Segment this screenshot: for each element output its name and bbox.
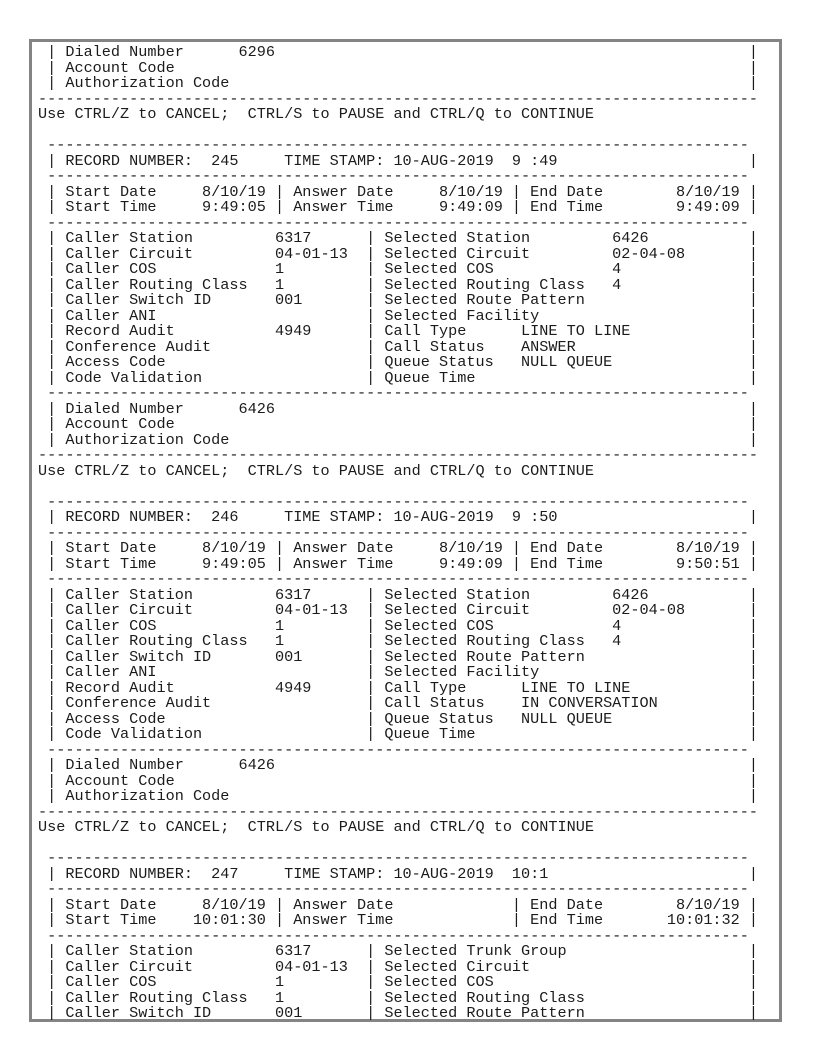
terminal-line: | Caller ANI | Selected Facility |	[38, 663, 759, 681]
terminal-line: | Start Date 8/10/19 | Answer Date 8/10/19 | End Date 8/10/19 |	[38, 539, 759, 557]
terminal-line: -----------------------------------------------------------------------------	[38, 880, 749, 898]
terminal-line: -----------------------------------------------------------------------------	[38, 167, 749, 185]
terminal-line: -----------------------------------------------------------------------------	[38, 213, 749, 232]
terminal-line: | Caller Station 6317 | Selected Station 6426 |	[38, 229, 759, 247]
terminal-line: | Caller Station 6317 | Selected Trunk Group |	[38, 942, 759, 960]
terminal-line: | Caller COS 1 | Selected COS 4 |	[38, 616, 759, 635]
terminal-line: -----------------------------------------------------------------------------	[38, 849, 749, 867]
terminal-line: | RECORD NUMBER: 247 TIME STAMP: 10-AUG-2019 10:1 |	[38, 864, 759, 883]
terminal-line: | Start Time 9:49:05 | Answer Time 9:49:09 | End Time 9:49:09 |	[38, 198, 759, 216]
terminal-line: -------------------------------------------------------------------------------	[38, 446, 759, 464]
terminal-line: | Caller COS 1 | Selected COS |	[38, 973, 759, 991]
terminal-line: | Caller Routing Class 1 | Selected Routing Class 4 |	[38, 275, 759, 294]
terminal-line: | Dialed Number 6426 |	[38, 399, 759, 418]
terminal-line: -----------------------------------------------------------------------------	[38, 384, 749, 402]
terminal-line: | Caller Circuit 04-01-13 | Selected Circuit 02-04-08 |	[38, 601, 759, 619]
terminal-line: | Access Code | Queue Status NULL QUEUE |	[38, 353, 759, 371]
terminal-line: | Start Time 9:49:05 | Answer Time 9:49:09 | End Time 9:50:51 |	[38, 554, 759, 573]
terminal-line: -----------------------------------------------------------------------------	[38, 492, 749, 511]
terminal-line: -----------------------------------------------------------------------------	[38, 740, 749, 759]
terminal-line: | RECORD NUMBER: 246 TIME STAMP: 10-AUG-2019 9 :50 |	[38, 508, 759, 526]
terminal-line: -------------------------------------------------------------------------------	[38, 802, 759, 821]
terminal-line: | Record Audit 4949 | Call Type LINE TO LINE |	[38, 678, 759, 697]
terminal-line: Use CTRL/Z to CANCEL; CTRL/S to PAUSE and CTRL/Q to CONTINUE	[38, 461, 594, 480]
terminal-line: | Conference Audit | Call Status ANSWER |	[38, 337, 759, 356]
terminal-line: | Caller COS 1 | Selected COS 4 |	[38, 260, 759, 278]
terminal-line: | Authorization Code |	[38, 787, 759, 805]
terminal-line: | Conference Audit | Call Status IN CONVERSATION |	[38, 694, 759, 712]
terminal-line: | Start Date 8/10/19 | Answer Date 8/10/19 | End Date 8/10/19 |	[38, 182, 759, 201]
terminal-line: | Caller Routing Class 1 | Selected Routing Class |	[38, 988, 759, 1007]
terminal-line: | Caller Circuit 04-01-13 | Selected Circuit |	[38, 957, 759, 976]
terminal-line: | Caller Switch ID 001 | Selected Route Pattern |	[38, 1004, 759, 1022]
terminal-line: | Start Time 10:01:30 | Answer Time | End Time 10:01:32 |	[38, 911, 759, 929]
terminal-line: | Caller Routing Class 1 | Selected Routing Class 4 |	[38, 632, 759, 650]
terminal-line: | Account Code |	[38, 415, 759, 433]
terminal-line: | Code Validation | Queue Time |	[38, 368, 759, 387]
terminal-line: | RECORD NUMBER: 245 TIME STAMP: 10-AUG-2019 9 :49 |	[38, 151, 759, 170]
terminal-line: | Caller ANI | Selected Facility |	[38, 306, 759, 325]
terminal-line: | Caller Circuit 04-01-13 | Selected Circuit 02-04-08 |	[38, 244, 759, 263]
terminal-line: -----------------------------------------------------------------------------	[38, 523, 749, 542]
terminal-line: -----------------------------------------------------------------------------	[38, 570, 749, 588]
terminal-line: -----------------------------------------------------------------------------	[38, 926, 749, 945]
terminal-line: | Account Code |	[38, 58, 759, 77]
terminal-line: | Record Audit 4949 | Call Type LINE TO LINE |	[38, 322, 759, 340]
terminal-line: | Dialed Number 6426 |	[38, 756, 759, 774]
smdr-terminal-output	[38, 45, 758, 1022]
terminal-frame-border	[29, 39, 782, 1022]
terminal-line: | Authorization Code |	[38, 430, 759, 449]
terminal-line: -----------------------------------------------------------------------------	[38, 136, 749, 154]
terminal-line: | Authorization Code |	[38, 74, 759, 92]
terminal-line: | Dialed Number 6296 |	[38, 43, 759, 61]
terminal-line: -------------------------------------------------------------------------------	[38, 89, 759, 108]
terminal-line: | Caller Switch ID 001 | Selected Route Pattern |	[38, 291, 759, 309]
terminal-line: | Access Code | Queue Status NULL QUEUE |	[38, 709, 759, 728]
terminal-line: | Start Date 8/10/19 | Answer Date | End Date 8/10/19 |	[38, 895, 759, 914]
terminal-line: Use CTRL/Z to CANCEL; CTRL/S to PAUSE and CTRL/Q to CONTINUE	[38, 818, 594, 836]
terminal-line: Use CTRL/Z to CANCEL; CTRL/S to PAUSE and CTRL/Q to CONTINUE	[38, 105, 594, 123]
terminal-line: | Caller Switch ID 001 | Selected Route Pattern |	[38, 647, 759, 666]
terminal-line: | Caller Station 6317 | Selected Station 6426 |	[38, 585, 759, 604]
terminal-line: | Account Code |	[38, 771, 759, 790]
terminal-line: | Code Validation | Queue Time |	[38, 725, 759, 743]
